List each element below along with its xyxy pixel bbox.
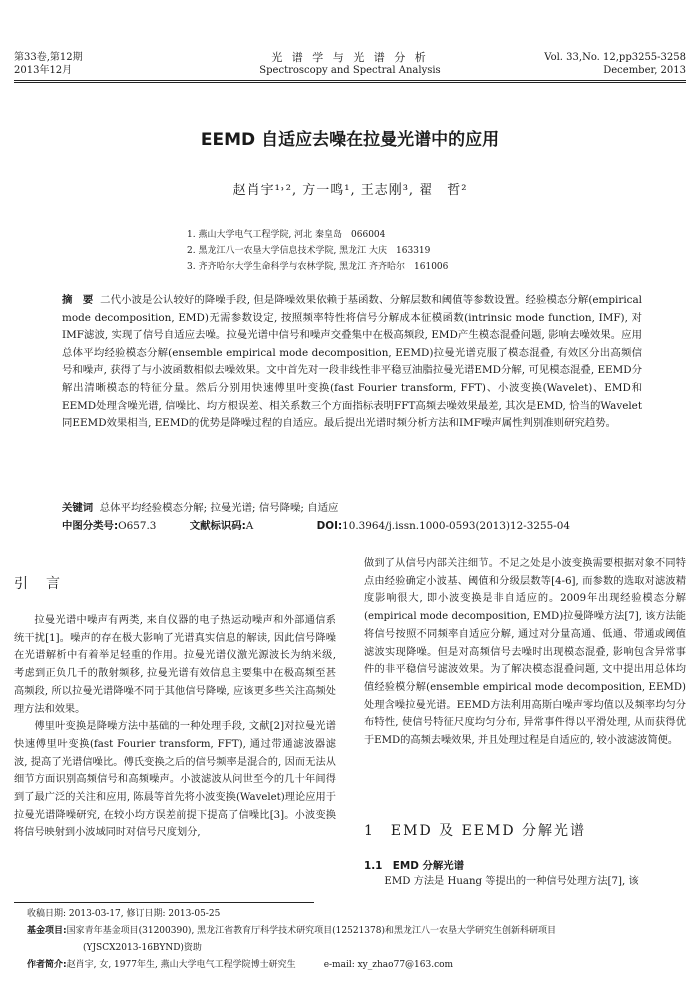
- footnote-rule: [14, 902, 314, 903]
- header-rule: [14, 80, 686, 81]
- author-bio-label: 作者简介:: [27, 960, 67, 970]
- abstract: [62, 292, 642, 433]
- fund-text-2: (YJSCX2013-16BYND)资助: [83, 943, 202, 953]
- affiliation-list: [187, 227, 448, 275]
- journal-name-en: Spectroscopy and Spectral Analysis: [259, 65, 441, 76]
- footnote: [27, 906, 687, 974]
- doi-label: DOI:: [316, 520, 343, 532]
- header-rule-2: [14, 82, 686, 83]
- right-paragraph-2: EMD 方法是 Huang 等提出的一种信号处理方法[7], 该: [384, 876, 639, 887]
- right-paragraph-1: 做到了从信号内部关注细节。不足之处是小波变换需要根据对象不同特点由经验确定小波基、阈值和分级层数等[4-6], 而参数的选取对滤波精度影响很大, 即小波变换是非自适应的。2009年出现经验模态分解(empirical mode decomposition, EMD)拉曼降噪方法[7], 该方法能将信号按照不同频率自适应分解, 通过对分量高通、低通、带通或阈值滤波实现降噪。但是对高频信号去噪时出现模态混叠, 影响包含异常事件的非平稳信号滤波效果。为了解决模态混叠问题, 文中提出用总体均值经验模分解(ensemble empirical mode decomposition, EEMD)处理含噪拉曼光谱。EEMD方法利用高斯白噪声零均值以及频率均匀分布特性, 使信号特征尺度均匀分布, 异常事件得以平滑处理, 从而获得优于EMD的高频去噪效果, 并且处理过程是自适应的, 较小波滤波简便。: [364, 558, 686, 747]
- received-date: 收稿日期: 2013-03-17, 修订日期: 2013-05-25: [27, 909, 221, 919]
- intro-paragraph-2: 傅里叶变换是降噪方法中基础的一种处理手段, 文献[2]对拉曼光谱快速傅里叶变换(fast Fourier transform, FFT), 通过带通滤波器滤波, 提高了光谱信噪比。傅氏变换之后的信号频率是混合的, 因而无法从细节方面识别高频信号和高频噪声。小波滤波从问世至今的几十年间得到了最广泛的关注和应用, 陈晨等首先将小波变换(Wavelet)理论应用于拉曼光谱降噪研究, 在较小均方误差前提下提高了信噪比[3]。小波变换将信号映射到小波域同时对信号尺度划分,: [14, 721, 336, 839]
- affiliation-item: 2. 黑龙江八一农垦大学信息技术学院, 黑龙江 大庆 163319: [187, 246, 431, 256]
- journal-volume: 第33卷,第12期: [14, 52, 83, 63]
- journal-name-cn: 光 谱 学 与 光 谱 分 析: [271, 51, 429, 64]
- keywords-text: 总体平均经验模态分解; 拉曼光谱; 信号降噪; 自适应: [99, 502, 339, 514]
- doi-value: 10.3964/j.issn.1000-0593(2013)12-3255-04: [342, 520, 570, 532]
- section-1-heading: 1 EMD 及 EEMD 分解光谱: [364, 823, 587, 839]
- paper-title: EEMD 自适应去噪在拉曼光谱中的应用: [200, 130, 500, 150]
- affiliation-item: 1. 燕山大学电气工程学院, 河北 秦皇岛 066004: [187, 230, 386, 240]
- subsection-1-1-heading: 1.1 EMD 分解光谱: [364, 860, 465, 872]
- keywords: [62, 500, 642, 517]
- affiliation-item: 3. 齐齐哈尔大学生命科学与农林学院, 黑龙江 齐齐哈尔 161006: [187, 262, 449, 272]
- doc-code-value: A: [245, 520, 254, 532]
- journal-date: 2013年12月: [14, 65, 73, 76]
- right-paragraph-2-wrap: [364, 873, 686, 891]
- author-list: 赵肖宇¹˒², 方一鸣¹, 王志刚³, 翟 哲²: [232, 183, 468, 198]
- intro-heading: 引 言: [14, 576, 62, 592]
- journal-month: December, 2013: [603, 65, 686, 76]
- abstract-label: 摘 要: [62, 294, 94, 306]
- intro-paragraph-1: 拉曼光谱中噪声有两类, 来自仪器的电子热运动噪声和外部通信系统干扰[1]。噪声的存在极大影响了光谱真实信息的解读, 因此信号降噪在光谱解析中有着举足轻重的作用。拉曼光谱仪激光源波长为纳米级, 考虑到正负几千的散射频移, 拉曼光谱有效信息主要集中在极高频至甚高频段, 所以拉曼光谱降噪不同于其他信号降噪, 应该更多些关注高频处理方法和效果。: [14, 615, 336, 715]
- fund-label: 基金项目:: [27, 926, 67, 936]
- abstract-text: 二代小波是公认较好的降噪手段, 但是降噪效果依赖于基函数、分解层数和阈值等参数设置。经验模态分解(empirical mode decomposition, EMD)无需参数设定, 按照频率特性将信号分解成本征模函数(intrinsic mode function, IMF), 对IMF滤波, 实现了信号自适应去噪。拉曼光谱中信号和噪声交叠集中在极高频段, EMD产生模态混叠问题, 影响去噪效果。应用总体平均经验模态分解(ensemble empirical mode decomposition, EEMD)拉曼光谱克服了模态混叠, 有效区分出高频信号和噪声, 获得了与小波函数相似去噪效果。文中首先对一段非线性非平稳豆油脂拉曼光谱EMD分解, 可见模态混叠, EEMD分解出清晰模态的特征分量。然后分别用快速傅里叶变换(fast Fourier transform, FFT)、小波变换(Wavelet)、EMD和EEMD处理含噪光谱, 信噪比、均方根误差、相关系数三个方面指标表明FFT高频去噪效果最差, 其次是EMD, 恰当的Wavelet同EEMD效果相当, EEMD的优势是降噪过程的自适应。最后提出光谱时频分析方法和IMF噪声属性判别准则研究趋势。: [62, 294, 643, 430]
- author-bio-text: 赵肖宇, 女, 1977年生, 燕山大学电气工程学院博士研究生: [66, 960, 296, 970]
- intro-body: [14, 612, 336, 842]
- doc-code-label: 文献标识码:: [189, 520, 246, 532]
- classification-line: [62, 518, 662, 535]
- fund-text: 国家青年基金项目(31200390), 黑龙江省教育厅科学技术研究项目(12521378)和黑龙江八一农垦大学研究生创新科研项目: [66, 926, 556, 936]
- right-column: [364, 555, 686, 750]
- clc-value: O657.3: [118, 520, 157, 532]
- journal-pages: Vol. 33,No. 12,pp3255-3258: [544, 52, 686, 63]
- author-email: e-mail: xy_zhao77@163.com: [323, 960, 454, 970]
- clc-label: 中图分类号:: [62, 520, 119, 532]
- keywords-label: 关键词: [62, 502, 94, 514]
